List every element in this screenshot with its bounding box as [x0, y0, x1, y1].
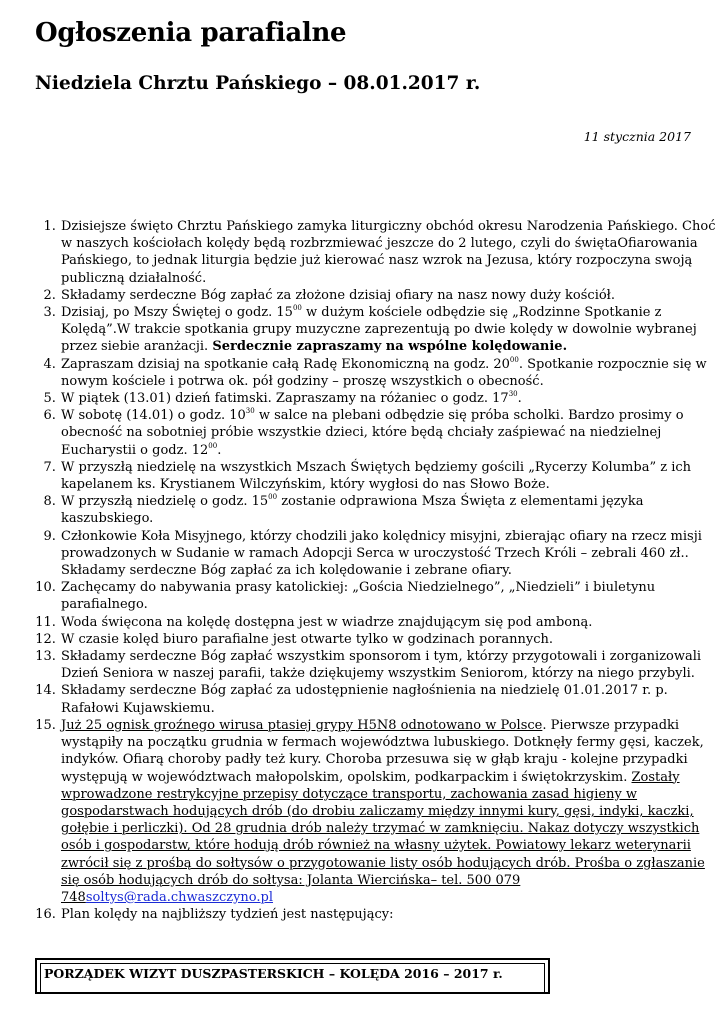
- schedule-table-title: PORZĄDEK WIZYT DUSZPASTERSKICH – KOLĘDA 2016 – 2017 r.: [44, 966, 503, 981]
- schedule-table-header: [35, 958, 550, 994]
- list-item: 9. Członkowie Koła Misyjnego, którzy chodzili jako kolędnicy misyjni, zbierając ofiary na rzecz misji prowadzonych w Sudanie w ramach Adopcji Serca w uroczystość Trzech Króli – zebrali 460 zł.. Składamy serdeczne Bóg zapłać za ich kolędowanie i zebrane ofiary.: [60, 528, 716, 580]
- list-item: 13. Składamy serdeczne Bóg zapłać wszystkim sponsorom i tym, którzy przygotowali i zorganizowali Dzień Seniora w naszej parafii, także dziękujemy wszystkim Seniorom, którzy na niego przybyli.: [60, 648, 716, 682]
- list-item: 7. W przyszłą niedzielę na wszystkich Mszach Świętych będziemy gościli „Rycerzy Kolumba” z ich kapelanem ks. Krystianem Wilczyńskim, który wygłosi do nas Słowo Boże.: [60, 459, 716, 493]
- bird-flu-link-text[interactable]: Już 25 ognisk groźnego wirusa ptasiej grypy H5N8 odnotowano w Polsce: [61, 717, 543, 733]
- list-item: 8. W przyszłą niedzielę o godz. $15^{00}$ zostanie odprawiona Msza Święta z elementami języka kaszubskiego.: [60, 493, 716, 527]
- list-item: 15. Już 25 ognisk groźnego wirusa ptasiej grypy H5N8 odnotowano w Polsce. Pierwsze przypadki wystąpiły na początku grudnia w fermach województwa lubuskiego. Dotknęły fermy gęsi, kaczek, indyków. Ofiarą choroby padły też kury. Choroba przesuwa się w głąb kraju - kolejne przypadki występują w województwach małopolskim, opolskim, podkarpackim i świętokrzyskim. Zostały wprowadzone restrykcyjne przepisy dotyczące transportu, zachowania zasad higieny w gospodarstwach hodujących drób (do drobiu zaliczamy między innymi kury, gęsi, indyki, kaczki, gołębie i perliczki). Od 28 grudnia drób należy trzymać w zamknięciu. Nakaz dotyczy wszystkich osób i gospodarstw, które hodują drób również na własny użytek. Powiatowy lekarz weterynarii zwrócił się z prośbą do sołtysów o przygotowanie listy osób hodujących drób. Prośba o zgłaszanie się osób hodujących drób do sołtysa: Jolanta Wiercińska– tel. 500 079 748soltys@rada.chwaszczyno.pl: [60, 717, 716, 906]
- list-item: 16. Plan kolędy na najbliższy tydzień jest następujący:: [60, 906, 716, 923]
- list-item: 5. W piątek (13.01) dzień fatimski. Zapraszamy na różaniec o godz. $17^{30}$.: [60, 390, 716, 407]
- list-item: 10. Zachęcamy do nabywania prasy katolickiej: „Gościa Niedzielnego”, „Niedzieli” i biuletynu parafialnego.: [60, 579, 716, 613]
- page-subtitle: Niedziela Chrztu Pańskiego – 08.01.2017 r.: [35, 73, 481, 94]
- list-item: 2. Składamy serdeczne Bóg zapłać za złożone dzisiaj ofiary na nasz nowy duży kościół.: [60, 287, 716, 304]
- list-item: 4. Zapraszam dzisiaj na spotkanie całą Radę Ekonomiczną na godz. $20^{00}$. Spotkanie rozpocznie się w nowym kościele i potrwa ok. pół godziny – proszę wszystkich o obecność.: [60, 356, 716, 390]
- email-link[interactable]: soltys@rada.chwaszczyno.pl: [85, 889, 274, 905]
- list-item: 11. Woda święcona na kolędę dostępna jest w wiadrze znajdującym się pod amboną.: [60, 614, 716, 631]
- regulations-underlined-text: Zostały wprowadzone restrykcyjne przepisy dotyczące transportu, zachowania zasad higieny w gospodarstwach hodujących drób (do drobiu zaliczamy między innymi kury, gęsi, indyki, kaczki, gołębie i perliczki). Od 28 grudnia drób należy trzymać w zamknięciu. Nakaz dotyczy wszystkich osób i gospodarstw, które hodują drób również na własny użytek. Powiatowy lekarz weterynarii zwrócił się z prośbą do sołtysów o przygotowanie listy osób hodujących drób. Prośba o zgłaszanie się osób hodujących drób do sołtysa: Jolanta Wiercińska– tel. 500 079 748: [61, 769, 705, 905]
- list-item: 12. W czasie kolęd biuro parafialne jest otwarte tylko w godzinach porannych.: [60, 631, 716, 648]
- list-item: 3. Dzisiaj, po Mszy Świętej o godz. $15^{00}$ w dużym kościele odbędzie się „Rodzinne Spotkanie z Kolędą”.W trakcie spotkania grupy muzyczne zaprezentują po dwie kolędy w dowolnie wybranej przez siebie aranżacji. Serdecznie zapraszamy na wspólne kolędowanie.: [60, 304, 716, 356]
- invitation-bold: Serdecznie zapraszamy na wspólne kolędowanie.: [212, 339, 568, 355]
- list-item: 1. Dzisiejsze święto Chrztu Pańskiego zamyka liturgiczny obchód okresu Narodzenia Pańskiego. Choć w naszych kościołach kolędy będą rozbrzmiewać jeszcze do 2 lutego, czyli do świętaOfiarowania Pańskiego, to jednak liturgia będzie już kierować nasz wzrok na Jezusa, który rozpoczyna swoją publiczną działalność.: [60, 218, 716, 287]
- list-item: 14. Składamy serdeczne Bóg zapłać za udostępnienie nagłośnienia na niedzielę 01.01.2017 r. p. Rafałowi Kujawskiemu.: [60, 682, 716, 716]
- announcements-list: [35, 218, 716, 923]
- list-item: 6. W sobotę (14.01) o godz. $10^{30}$ w salce na plebani odbędzie się próba scholki. Bardzo prosimy o obecność na sobotniej próbie wszystkie dzieci, które będą chciały zaśpiewać na niedzielnej Eucharystii o godz. $12^{00}$.: [60, 407, 716, 459]
- page-title: Ogłoszenia parafialne: [35, 18, 347, 48]
- publish-date: 11 stycznia 2017: [583, 129, 691, 144]
